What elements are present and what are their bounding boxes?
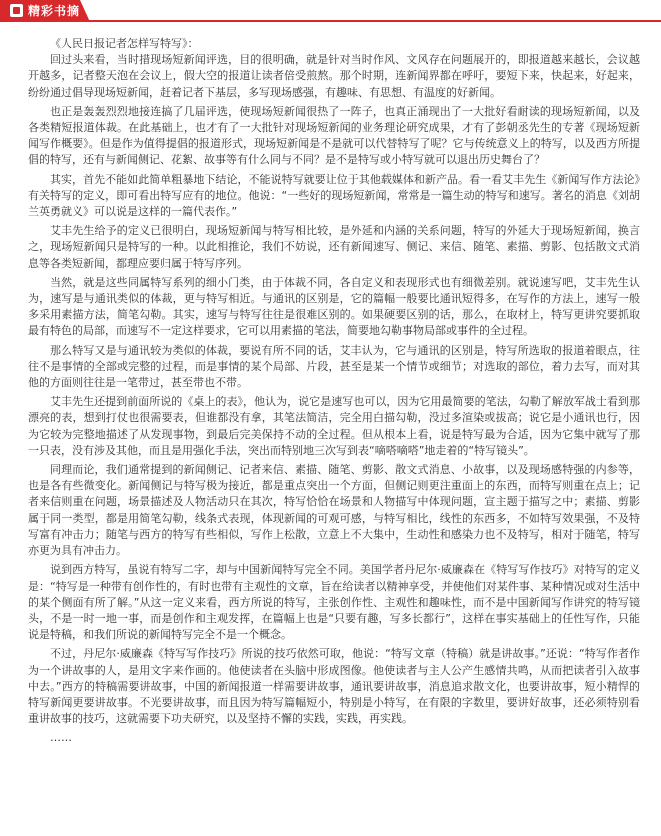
header-divider (0, 20, 661, 22)
article-paragraph: 同理而论，我们通常提到的新闻侧记、记者来信、素描、随笔、剪影、散文式消息、小故事，以及现场感特强的内参等，也是各有些微变化。新闻侧记与特写极为接近，都是重点突出一个方面，但侧记则更注重面上的东西，而特写则重在点上；记者来信则重在问题，场景描述及人物活动只在其次，特写恰恰在场景和人物描写中体现问题，宣主题于描写之中；素描、剪影属于同一类型，都是用简笔勾勒，线条式表现，体现新闻的可观可感，与特写相比，线性的东西多，不如特写效果强，不及特写富有冲击力；随笔与西方的特写有些相似，写作上松散，立意上不大集中，生动性和感染力也不及特写，相对于随笔，特写亦更为具有冲击力。 (28, 463, 640, 558)
article-body (28, 36, 640, 747)
section-title: 精彩书摘 (28, 4, 81, 18)
article-paragraph: 那么特写又是与通讯较为类似的体裁，要说有所不同的话，艾丰认为，它与通讯的区别是，特写所选取的报道着眼点，往往不是事情的全部或完整的过程，而是事情的某个局部、片段，甚至是某一个情节或细节；对选取的部位，着力去写，而对其他的方面则往往是一笔带过，甚至带也不带。 (28, 343, 640, 390)
article-paragraph: 说到西方特写，虽说有特写二字，却与中国新闻特写完全不同。美国学者丹尼尔·威廉森在《特写写作技巧》对特写的定义是：“特写是一种带有创作性的，有时也带有主观性的文章，旨在给读者以精神享受，并使他们对某件事、某种情况或对生活中的某个侧面有所了解。”从这一定义来看，西方所说的特写，主张创作性、主观性和趣味性，而不是中国新闻写作讲究的特写镜头，不是一时一地一事，而是创作和主观发挥，在篇幅上也是“只要有趣，写多长都行”，这样在事实基础上的任性写作，只能说是特稿，和我们所说的新闻特写完全不是一个概念。 (28, 563, 640, 642)
book-icon (10, 4, 23, 17)
article-paragraph: 其实，首先不能如此简单粗暴地下结论，不能说特写就要让位于其他载媒体和新产品。看一看艾丰先生《新闻写作方法论》有关特写的定义，即可看出特写应有的地位。他说：“一些好的现场短新闻，常常是一篇生动的特写和速写。著名的消息《刘胡兰英勇就义》可以说是这样的一篇代表作。” (28, 172, 640, 219)
article-ellipsis: …… (50, 731, 72, 745)
article-paragraph: 《人民日报记者怎样写特写》： (50, 37, 199, 50)
section-header (0, 0, 661, 22)
article-paragraph: 也正是轰轰烈烈地接连搞了几届评选，使现场短新闻很热了一阵子，也真正涌现出了一大批好看耐读的现场短新闻，以及各类精短报道体裁。在此基础上，也才有了一大批针对现场短新闻的业务理论研究成果，才有了彭朝丞先生的专著《现场短新闻写作概要》。但是作为值得提倡的报道形式，现场短新闻是不是就可以代替特写了呢？它与传统意义上的特写，以及西方所提倡的特写，还有与新闻侧记、花絮、故事等有什么同与不同？是不是特写或小特写就可以退出历史舞台了？ (28, 104, 640, 167)
article-paragraph: 不过，丹尼尔·威廉森《特写写作技巧》所说的技巧依然可取，他说：“特写文章（特稿）就是讲故事。”还说：“特写作者作为一个讲故事的人，是用文字来作画的。他使读者在头脑中形成图像。他使读者与主人公产生感情共鸣，从而把读者引入故事中去。”西方的特稿需要讲故事，中国的新闻报道一样需要讲故事，通讯要讲故事，消息追求散文化，也要讲故事，短小精悍的特写新闻更要讲故事。不光要讲故事，而且因为特写篇幅短小，特别是小特写，在有限的字数里，要讲好故事，还必须特别看重讲故事的技巧，这就需要下功夫研究，以及坚持不懈的实践，实践，再实践。 (28, 647, 640, 726)
article-paragraph: 艾丰先生给予的定义已很明白，现场短新闻与特写相比较，是外延和内涵的关系问题，特写的外延大于现场短新闻，换言之，现场短新闻只是特写的一种。以此相推论，我们不妨说，还有新闻速写、侧记、来信、随笔、素描、剪影、包括散文式消息等各类短新闻，都理应要归属于特写序列。 (28, 224, 640, 270)
article-paragraph: 当然，就是这些同属特写系列的细小门类，由于体裁不同，各自定义和表现形式也有细微差别。就说速写吧，艾丰先生认为，速写是与通讯类似的体裁，更与特写相近。与通讯的区别是，它的篇幅一般要比通讯短得多，在写作的方法上，速写一般多采用素描方法，简笔勾勒。其实，速写与特写往往是很难区别的。如果硬要区别的话，那么，在取材上，特写更讲究要抓取最有特色的局部，而速写不一定这样要求，它可以用素描的笔法，简要地勾勒事物局部或事件的全过程。 (28, 275, 640, 338)
article-paragraph: 艾丰先生还提到前面所说的《桌上的表》，他认为，说它是速写也可以，因为它用最简要的笔法，勾勒了解放军战士看到那漂亮的表，想到打仗也很需要表，但谁都没有拿，其笔法简洁，完全用白描勾勒，没过多渲染或拔高；说它是小通讯也行，因为它较为完整地描述了从发现事物，到最后完美保持不动的全过程。但从根本上看，说是特写最为合适，因为它集中就写了那一只表，没有涉及其他，而且是用强化手法，突出而特别地三次写到表“嘀嗒嘀嗒”地走着的“特写镜头”。 (28, 395, 640, 457)
article-paragraph: 回过头来看，当时措现场短新闻评选，目的很明确，就是针对当时作风、文风存在问题展开的，即报道越来越长，会议越开越多，记者整天泡在会议上，假大空的报道让读者倍受煎熬。那个时期，连新闻界都在呼吁，要短下来，快起来，好起来，纷纷通过倡导现场短新闻，赶着记者下基层，多写现场感强，有趣味、有思想、有温度的好新闻。 (28, 53, 640, 99)
